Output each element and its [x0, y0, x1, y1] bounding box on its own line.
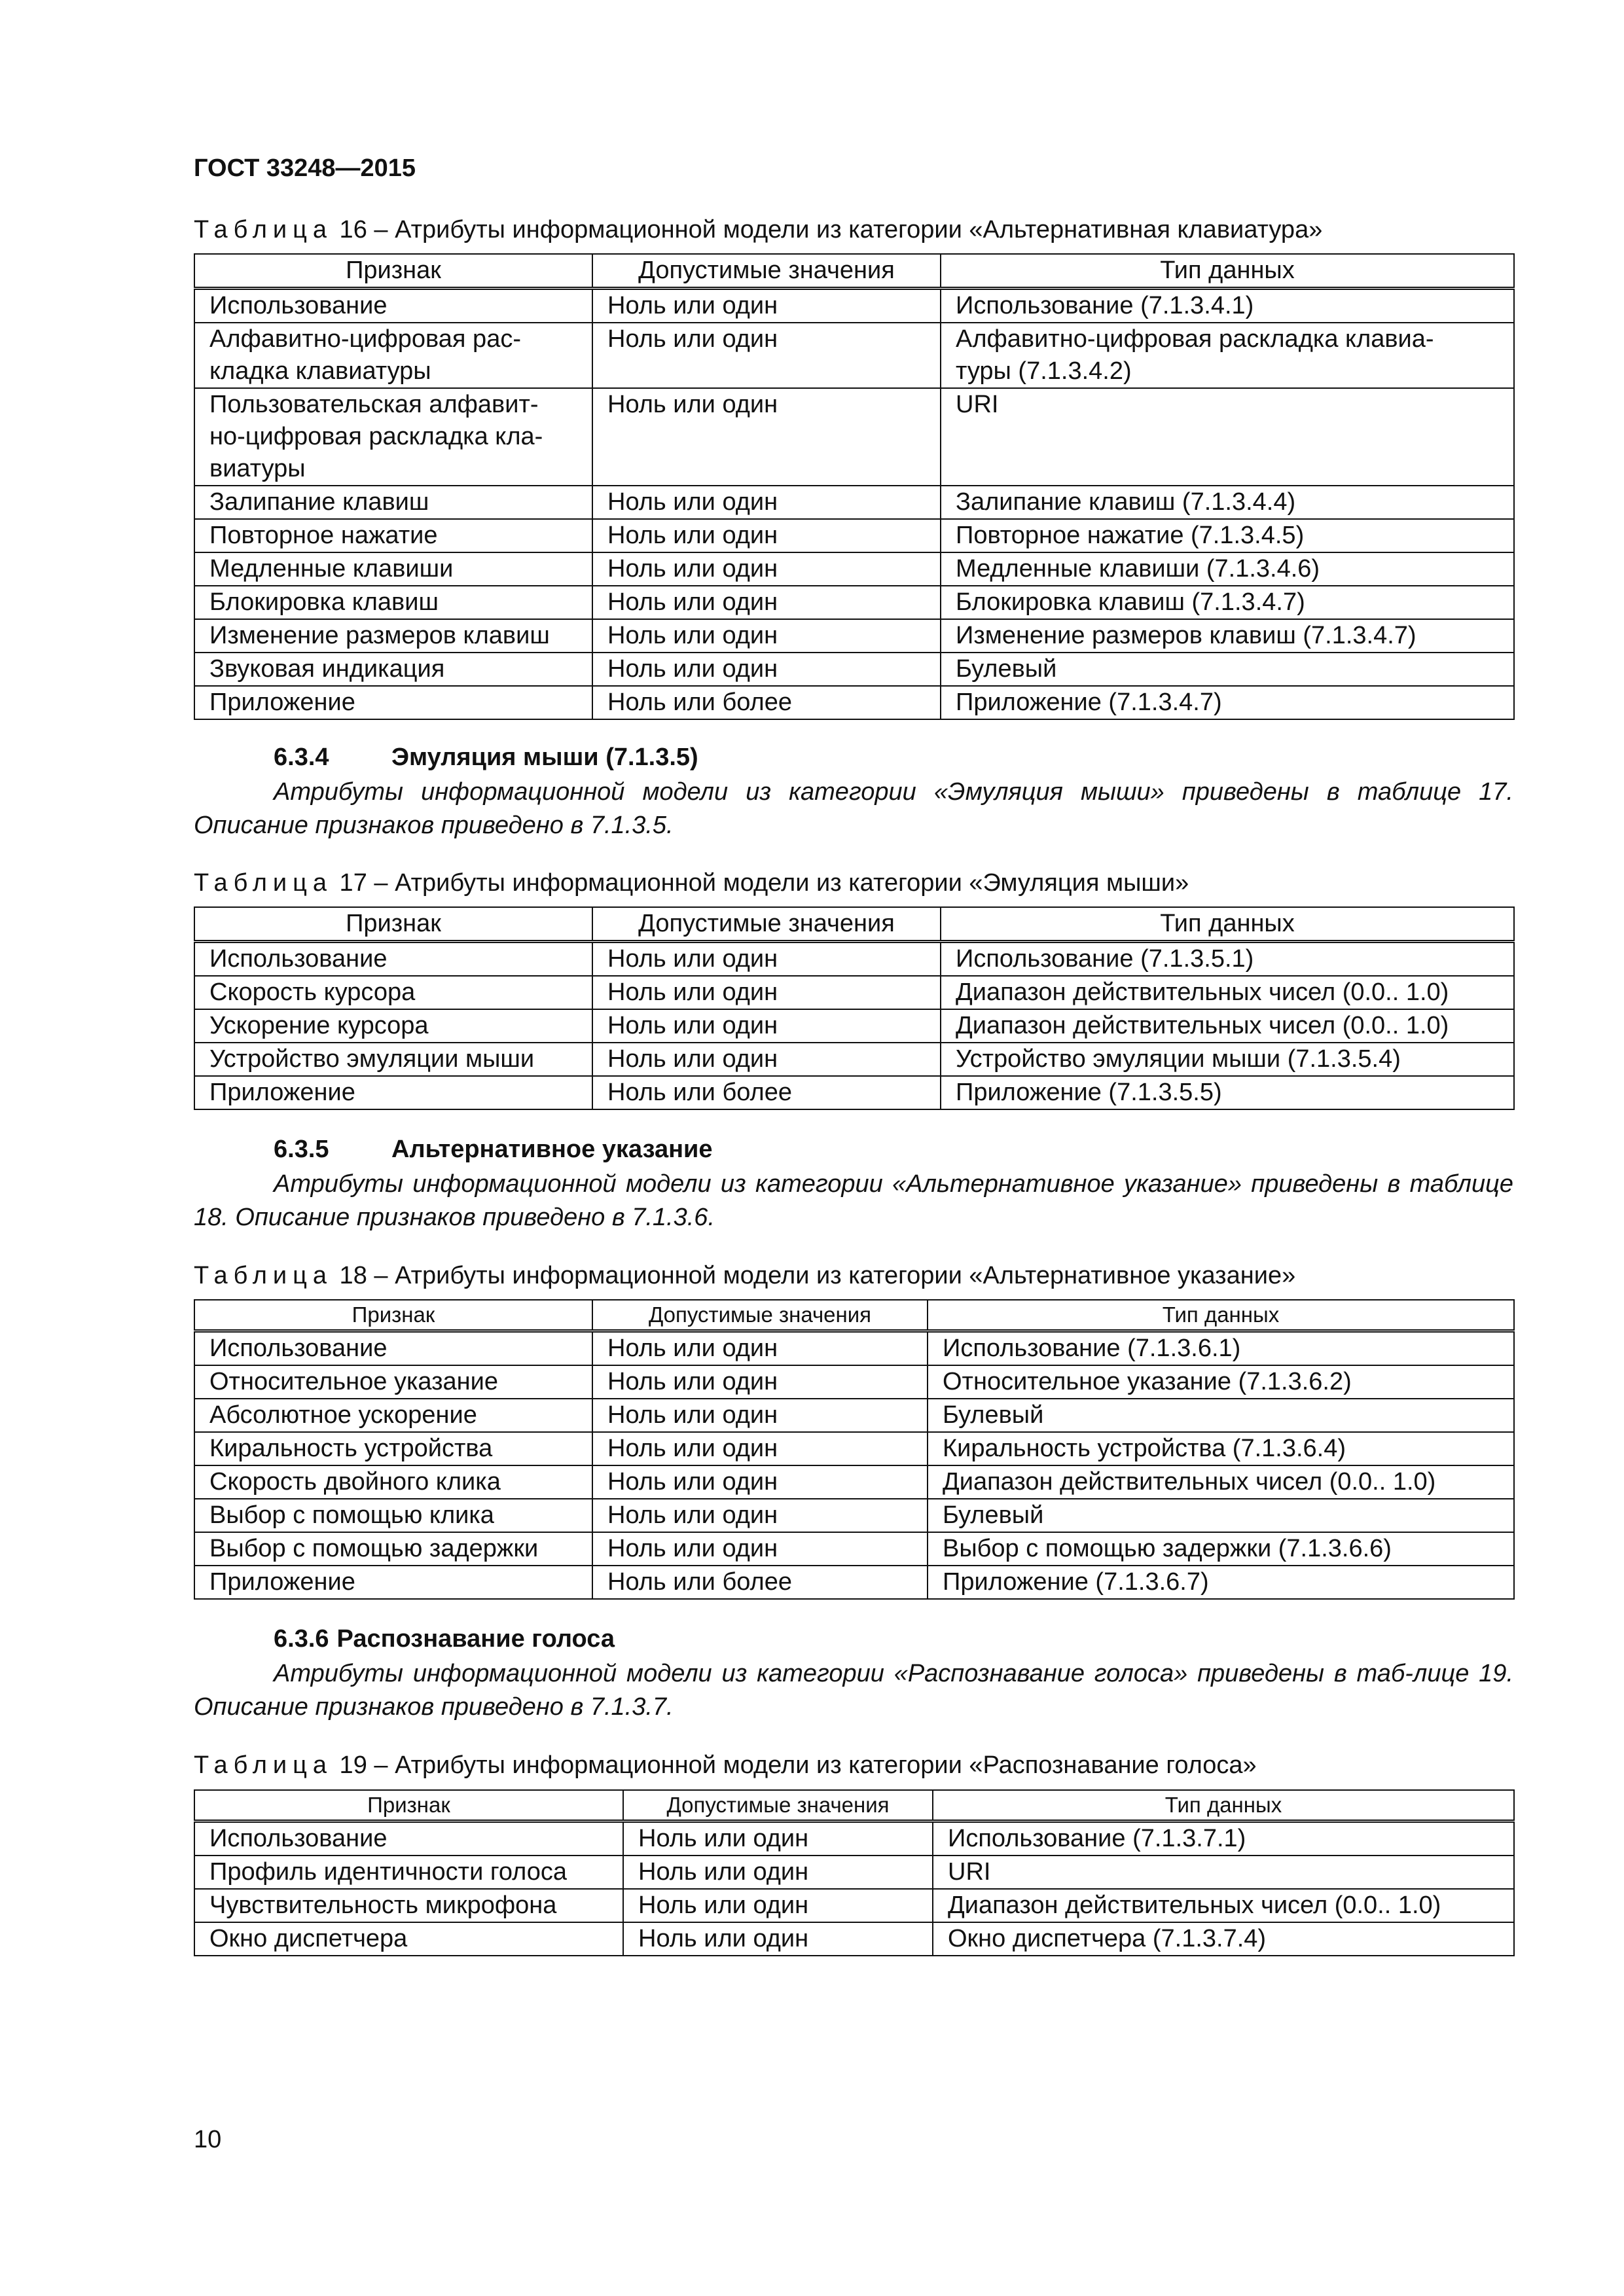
page-number: 10 — [194, 2126, 222, 2153]
table-row — [194, 653, 1514, 686]
column-header: Тип данных — [941, 254, 1514, 289]
section-title: Распознавание голоса — [336, 1625, 615, 1653]
table-cell: Использование (7.1.3.5.1) — [941, 942, 1514, 977]
section-paragraph-6-3-5: Атрибуты информационной модели из категории «Альтернативное указание» приведены в таблице 18. Описание признаков приведено в 7.1.3.6. — [194, 1170, 1513, 1231]
table-cell: Приложение — [194, 1566, 592, 1599]
table-row — [194, 1331, 1514, 1366]
table-cell: Ноль или один — [592, 552, 941, 586]
table-cell: Булевый — [928, 1399, 1514, 1432]
table-cell: Устройство эмуляции мыши — [194, 1043, 592, 1076]
table16 — [194, 253, 1515, 720]
table-cell: Использование — [194, 289, 592, 323]
table-cell: Ноль или более — [592, 1076, 941, 1109]
column-header: Признак — [194, 254, 592, 289]
table-cell: Относительное указание (7.1.3.6.2) — [928, 1365, 1514, 1399]
column-header: Допустимые значения — [592, 907, 941, 942]
table-row — [194, 1076, 1514, 1109]
column-header: Признак — [194, 1790, 623, 1821]
column-header: Признак — [194, 907, 592, 942]
table-cell: Профиль идентичности голоса — [194, 1856, 623, 1889]
table-row — [194, 552, 1514, 586]
table-cell: Приложение (7.1.3.6.7) — [928, 1566, 1514, 1599]
table17-caption — [194, 869, 1189, 897]
table-cell: Окно диспетчера (7.1.3.7.4) — [933, 1922, 1514, 1956]
table-cell: Выбор с помощью задержки (7.1.3.6.6) — [928, 1532, 1514, 1566]
table-cell: Ноль или один — [592, 388, 941, 486]
table-row — [194, 1465, 1514, 1499]
table-cell: Изменение размеров клавиш — [194, 619, 592, 653]
table-row — [194, 289, 1514, 323]
table-cell: Ноль или один — [592, 619, 941, 653]
table-cell: Булевый — [928, 1499, 1514, 1532]
table-word: Таблица — [194, 869, 333, 897]
table-row — [194, 1889, 1514, 1922]
table-cell: Ноль или один — [592, 976, 941, 1009]
table-cell: Ноль или один — [623, 1889, 933, 1922]
table18-caption — [194, 1262, 1295, 1290]
section-heading-6-3-6 — [274, 1625, 615, 1653]
table-cell: Приложение (7.1.3.4.7) — [941, 686, 1514, 719]
table-cell: Ноль или один — [592, 1432, 928, 1465]
table16-caption — [194, 216, 1322, 244]
table-cell: Медленные клавиши — [194, 552, 592, 586]
table-cell: Устройство эмуляции мыши (7.1.3.5.4) — [941, 1043, 1514, 1076]
table-word: Таблица — [194, 216, 333, 243]
table-cell: Приложение (7.1.3.5.5) — [941, 1076, 1514, 1109]
table-row — [194, 1365, 1514, 1399]
table-cell: Абсолютное ускорение — [194, 1399, 592, 1432]
table-cell: Ноль или один — [592, 323, 941, 388]
table-cell: URI — [933, 1856, 1514, 1889]
table-row — [194, 619, 1514, 653]
table-row — [194, 1432, 1514, 1465]
caption-text: 16 – Атрибуты информационной модели из категории «Альтернативная клавиатура» — [333, 216, 1323, 243]
table-cell: Звуковая индикация — [194, 653, 592, 686]
section-number: 6.3.5 — [274, 1136, 329, 1163]
table-cell: Ускорение курсора — [194, 1009, 592, 1043]
table-cell: Скорость курсора — [194, 976, 592, 1009]
table-cell: Ноль или один — [623, 1922, 933, 1956]
table-word: Таблица — [194, 1262, 333, 1289]
table-cell: Выбор с помощью задержки — [194, 1532, 592, 1566]
table-cell: Ноль или более — [592, 1566, 928, 1599]
table-cell: Алфавитно-цифровая раскладка клавиа- туры (7.1.3.4.2) — [941, 323, 1514, 388]
table-cell: Изменение размеров клавиш (7.1.3.4.7) — [941, 619, 1514, 653]
section-paragraph-6-3-6: Атрибуты информационной модели из категории «Распознавание голоса» приведены в таб-лице 19. Описание признаков приведено в 7.1.3.7. — [194, 1660, 1513, 1721]
section-number: 6.3.4 — [274, 744, 329, 771]
table-cell: Использование — [194, 942, 592, 977]
column-header: Признак — [194, 1300, 592, 1331]
table-row — [194, 942, 1514, 977]
table-cell: Приложение — [194, 686, 592, 719]
table-row — [194, 1532, 1514, 1566]
table-cell: Залипание клавиш (7.1.3.4.4) — [941, 486, 1514, 519]
table-cell: Пользовательская алфавит- но-цифровая раскладка кла- виатуры — [194, 388, 592, 486]
table-row — [194, 976, 1514, 1009]
section-title: Эмуляция мыши (7.1.3.5) — [391, 744, 698, 771]
table-header-row — [194, 1300, 1514, 1331]
table-header-row — [194, 1790, 1514, 1821]
table-cell: Диапазон действительных чисел (0.0.. 1.0) — [928, 1465, 1514, 1499]
table-cell: Диапазон действительных чисел (0.0.. 1.0) — [933, 1889, 1514, 1922]
table-cell: Скорость двойного клика — [194, 1465, 592, 1499]
table-header-row — [194, 254, 1514, 289]
column-header: Допустимые значения — [592, 1300, 928, 1331]
table-row — [194, 1009, 1514, 1043]
table19-caption — [194, 1751, 1257, 1780]
table-cell: Использование (7.1.3.4.1) — [941, 289, 1514, 323]
table-cell: Ноль или один — [592, 1043, 941, 1076]
table-cell: Алфавитно-цифровая рас- кладка клавиатуры — [194, 323, 592, 388]
document-header: ГОСТ 33248—2015 — [194, 154, 416, 182]
table-cell: URI — [941, 388, 1514, 486]
table-cell: Окно диспетчера — [194, 1922, 623, 1956]
table-row — [194, 323, 1514, 388]
table-cell: Ноль или один — [592, 586, 941, 619]
table-row — [194, 1499, 1514, 1532]
section-title: Альтернативное указание — [391, 1136, 713, 1163]
section-heading-6-3-5 — [274, 1136, 713, 1164]
section-heading-6-3-4 — [274, 744, 698, 772]
caption-text: 19 – Атрибуты информационной модели из категории «Распознавание голоса» — [333, 1751, 1257, 1779]
table-cell: Относительное указание — [194, 1365, 592, 1399]
column-header: Допустимые значения — [592, 254, 941, 289]
column-header: Тип данных — [933, 1790, 1514, 1821]
table-cell: Использование — [194, 1821, 623, 1856]
table-cell: Ноль или один — [623, 1856, 933, 1889]
table-row — [194, 1043, 1514, 1076]
column-header: Тип данных — [928, 1300, 1514, 1331]
table-cell: Ноль или один — [592, 942, 941, 977]
table-cell: Ноль или один — [592, 1365, 928, 1399]
table-cell: Ноль или один — [592, 1331, 928, 1366]
table-cell: Ноль или один — [592, 653, 941, 686]
table-row — [194, 519, 1514, 552]
section-paragraph-6-3-4: Атрибуты информационной модели из категории «Эмуляция мыши» приведены в таблице 17. Описание признаков приведено в 7.1.3.5. — [194, 778, 1513, 839]
table17 — [194, 906, 1515, 1110]
table-row — [194, 388, 1514, 486]
section-number: 6.3.6 — [274, 1625, 329, 1653]
table18 — [194, 1299, 1515, 1600]
table-cell: Блокировка клавиш (7.1.3.4.7) — [941, 586, 1514, 619]
table-cell: Ноль или один — [592, 1009, 941, 1043]
table-cell: Использование — [194, 1331, 592, 1366]
caption-text: 18 – Атрибуты информационной модели из категории «Альтернативное указание» — [333, 1262, 1296, 1289]
table-cell: Ноль или один — [592, 486, 941, 519]
table-row — [194, 1399, 1514, 1432]
table-cell: Выбор с помощью клика — [194, 1499, 592, 1532]
column-header: Допустимые значения — [623, 1790, 933, 1821]
table-row — [194, 486, 1514, 519]
table-cell: Медленные клавиши (7.1.3.4.6) — [941, 552, 1514, 586]
table-cell: Повторное нажатие — [194, 519, 592, 552]
table-row — [194, 1566, 1514, 1599]
table-row — [194, 1821, 1514, 1856]
table-word: Таблица — [194, 1751, 333, 1779]
table-cell: Ноль или более — [592, 686, 941, 719]
table-header-row — [194, 907, 1514, 942]
table-cell: Повторное нажатие (7.1.3.4.5) — [941, 519, 1514, 552]
table-cell: Использование (7.1.3.7.1) — [933, 1821, 1514, 1856]
table-cell: Ноль или один — [592, 289, 941, 323]
table-cell: Приложение — [194, 1076, 592, 1109]
table-cell: Киральность устройства — [194, 1432, 592, 1465]
table-row — [194, 686, 1514, 719]
table19 — [194, 1789, 1515, 1956]
table-row — [194, 1856, 1514, 1889]
table-cell: Залипание клавиш — [194, 486, 592, 519]
table-cell: Ноль или один — [592, 1532, 928, 1566]
table-cell: Диапазон действительных чисел (0.0.. 1.0) — [941, 1009, 1514, 1043]
table-cell: Блокировка клавиш — [194, 586, 592, 619]
table-cell: Использование (7.1.3.6.1) — [928, 1331, 1514, 1366]
table-cell: Чувствительность микрофона — [194, 1889, 623, 1922]
table-cell: Ноль или один — [592, 519, 941, 552]
table-cell: Ноль или один — [592, 1499, 928, 1532]
table-cell: Диапазон действительных чисел (0.0.. 1.0) — [941, 976, 1514, 1009]
table-cell: Булевый — [941, 653, 1514, 686]
table-cell: Ноль или один — [623, 1821, 933, 1856]
table-row — [194, 586, 1514, 619]
table-cell: Киральность устройства (7.1.3.6.4) — [928, 1432, 1514, 1465]
table-cell: Ноль или один — [592, 1465, 928, 1499]
table-cell: Ноль или один — [592, 1399, 928, 1432]
column-header: Тип данных — [941, 907, 1514, 942]
caption-text: 17 – Атрибуты информационной модели из категории «Эмуляция мыши» — [333, 869, 1189, 897]
table-row — [194, 1922, 1514, 1956]
